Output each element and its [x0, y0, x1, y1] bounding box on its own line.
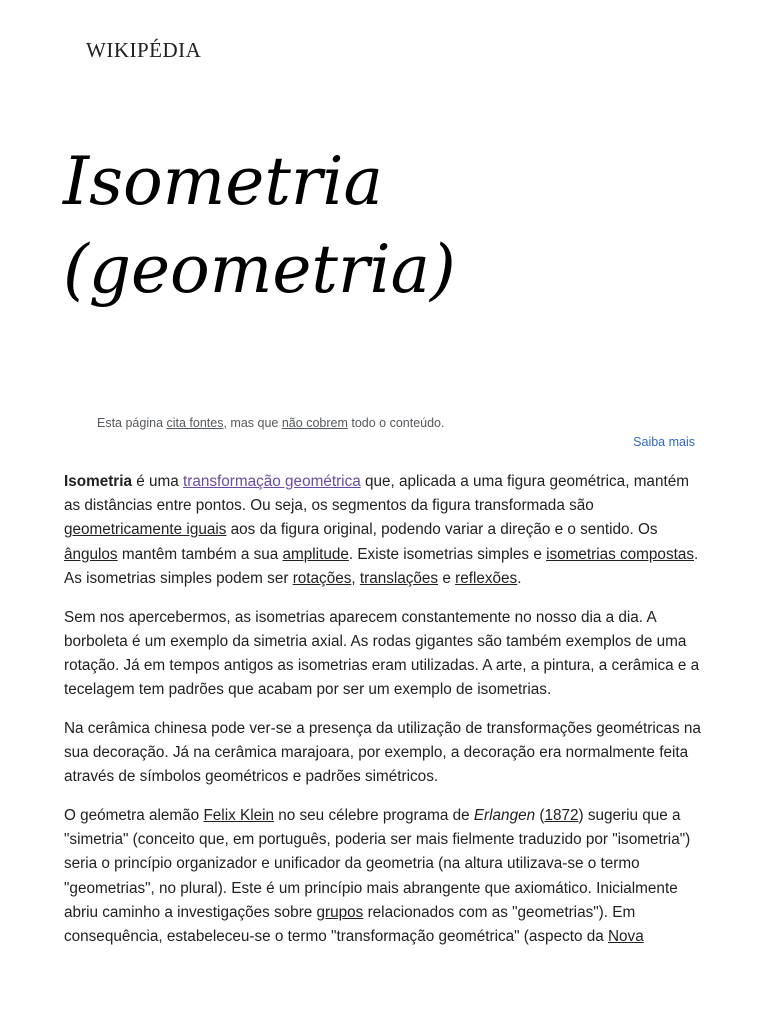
text: mantêm também a sua [117, 545, 283, 563]
page-title-line-2: (geometria) [63, 231, 456, 308]
notice-text-before: Esta página [97, 416, 167, 430]
article-body [64, 470, 704, 964]
text: que, aplicada a uma figura geométrica, mantém as distâncias entre pontos. Ou seja, os segmentos da figura transformada são [64, 473, 689, 515]
text: . [517, 569, 522, 587]
page-title-line-1: Isometria [63, 143, 383, 220]
text: , [351, 569, 360, 587]
notice-text-after: todo o conteúdo. [347, 416, 445, 430]
link-nova[interactable]: Nova [608, 927, 644, 945]
text: e [438, 569, 456, 587]
paragraph-intro [64, 470, 704, 591]
article-subject: Isometria [64, 473, 133, 490]
link-angulos[interactable]: ângulos [64, 545, 118, 563]
link-rotacoes[interactable]: rotações [292, 569, 352, 587]
text: ) sugeriu que a "simetria" (conceito que, em português, poderia ser mais fielmente traduzido por "isometria") seria o princípio organizador e unificador da geometria (na altura utilizava-se o termo "geometrias", no plural). Este é um princípio mais abrangente que axiomático. Inicialmente abriu caminho a investigações sobre [64, 806, 691, 921]
link-amplitude[interactable]: amplitude [282, 545, 349, 563]
notice-text-middle: , mas que [223, 416, 282, 430]
text: aos da figura original, podendo variar a direção e o sentido. Os [226, 521, 658, 539]
nao-cobrem-link[interactable]: não cobrem [281, 416, 348, 430]
text: . Existe isometrias simples e [348, 545, 547, 563]
link-translacoes[interactable]: translações [359, 569, 439, 587]
text: é uma [132, 473, 184, 490]
text: no seu célebre programa de [274, 806, 474, 824]
text: relacionados com as "geometrias"). Em consequência, estabeleceu-se o termo "transformação geométrica" (aspecto da [64, 903, 636, 945]
link-grupos[interactable]: grupos [316, 903, 364, 921]
link-felix-klein[interactable]: Felix Klein [203, 806, 275, 824]
paragraph-klein [64, 804, 704, 949]
link-transformacao-geometrica[interactable]: transformação geométrica [183, 473, 361, 490]
wikipedia-wordmark[interactable]: WIKIPÉDIA [86, 38, 202, 62]
cita-fontes-link[interactable]: cita fontes [166, 416, 224, 430]
page-title [63, 138, 723, 314]
erlangen-italic: Erlangen [473, 806, 536, 824]
sources-notice [97, 416, 444, 430]
link-reflexoes[interactable]: reflexões [455, 569, 518, 587]
text: O geómetra alemão [64, 806, 204, 824]
link-geometricamente-iguais[interactable]: geometricamente iguais [64, 521, 227, 539]
paragraph-everyday: Sem nos apercebermos, as isometrias aparecem constantemente no nosso dia a dia. A borboleta é um exemplo da simetria axial. As rodas gigantes são também exemplos de uma rotação. Já em tempos antigos as isometrias eram utilizadas. A arte, a pintura, a cerâmica e a tecelagem tem padrões que acabam por ser um exemplo de isometrias. [64, 608, 700, 699]
link-1872[interactable]: 1872 [544, 806, 579, 824]
link-isometrias-compostas[interactable]: isometrias compostas [546, 545, 694, 563]
learn-more-link[interactable]: Saiba mais [633, 435, 695, 449]
text: . As isometrias simples podem ser [64, 545, 699, 587]
text: ( [535, 806, 545, 824]
paragraph-ceramics: Na cerâmica chinesa pode ver-se a presença da utilização de transformações geométricas na sua decoração. Já na cerâmica marajoara, por exemplo, a decoração era normalmente feita através de símbolos geométricos e padrões simétricos. [64, 719, 701, 786]
